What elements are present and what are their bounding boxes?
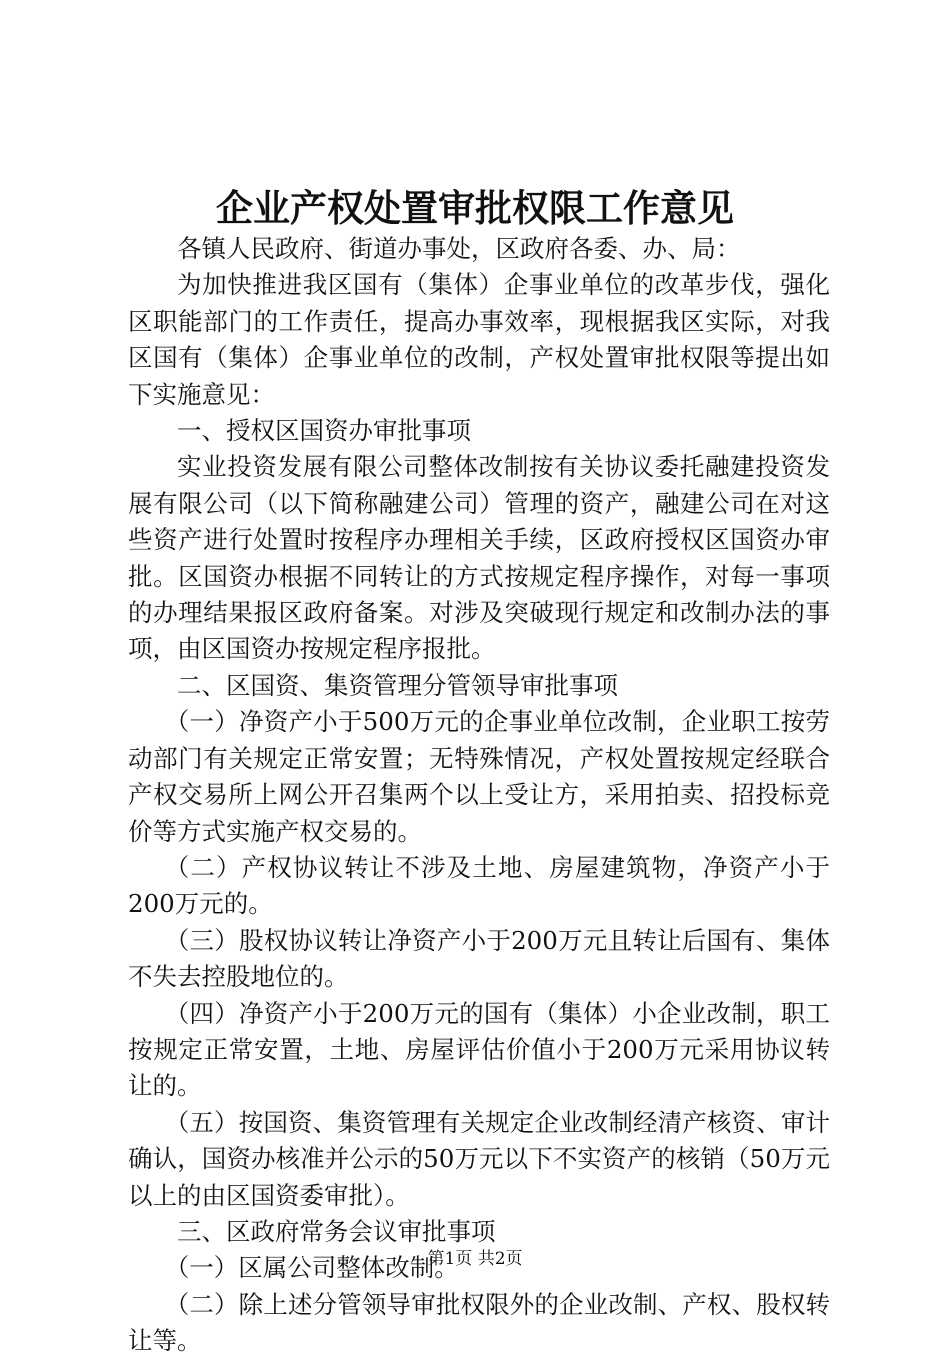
section-2-item-4: （四）净资产小于200万元的国有（集体）小企业改制，职工按规定正常安置，土地、房屋评估价值小于200万元采用协议转让的。 bbox=[128, 998, 830, 1101]
section-2-item-1: （一）净资产小于500万元的企事业单位改制，企业职工按劳动部门有关规定正常安置；无特殊情况，产权处置按规定经联合产权交易所上网公开召集两个以上受让方，采用拍卖、招投标竞价等方式实施产权交易的。 bbox=[128, 707, 830, 846]
section-heading-1: 一、授权区国资办审批事项 bbox=[177, 416, 471, 446]
section-2-item-3: （三）股权协议转让净资产小于200万元且转让后国有、集体不失去控股地位的。 bbox=[128, 925, 830, 992]
section-3-item-2: （二）除上述分管领导审批权限外的企业改制、产权、股权转让等。 bbox=[128, 1289, 830, 1356]
document-title: 企业产权处置审批权限工作意见 bbox=[216, 186, 734, 230]
section-2-item-5: （五）按国资、集资管理有关规定企业改制经清产核资、审计确认，国资办核准并公示的50万元以下不实资产的核销（50万元以上的由区国资委审批）。 bbox=[128, 1107, 830, 1210]
page-number: 第1页 共2页 bbox=[427, 1249, 523, 1269]
section-1-paragraph: 实业投资发展有限公司整体改制按有关协议委托融建投资发展有限公司（以下简称融建公司）管理的资产，融建公司在对这些资产进行处置时按程序办理相关手续，区政府授权区国资办审批。区国资办根据不同转让的方式按规定程序操作，对每一事项的办理结果报区政府备案。对涉及突破现行规定和改制办法的事项，由区国资办按规定程序报批。 bbox=[128, 452, 830, 664]
section-2-item-2: （二）产权协议转让不涉及土地、房屋建筑物，净资产小于200万元的。 bbox=[128, 852, 830, 919]
section-3-item-1: （一）区属公司整体改制。 bbox=[164, 1253, 459, 1283]
salutation: 各镇人民政府、街道办事处，区政府各委、办、局： bbox=[177, 234, 741, 263]
intro-paragraph: 为加快推进我区国有（集体）企事业单位的改革步伐，强化区职能部门的工作责任，提高办事效率，现根据我区实际，对我区国有（集体）企事业单位的改制，产权处置审批权限等提出如下实施意见： bbox=[128, 270, 830, 409]
document-body bbox=[128, 231, 830, 1360]
section-heading-3: 三、区政府常务会议审批事项 bbox=[177, 1216, 496, 1246]
section-heading-2: 二、区国资、集资管理分管领导审批事项 bbox=[177, 670, 618, 700]
